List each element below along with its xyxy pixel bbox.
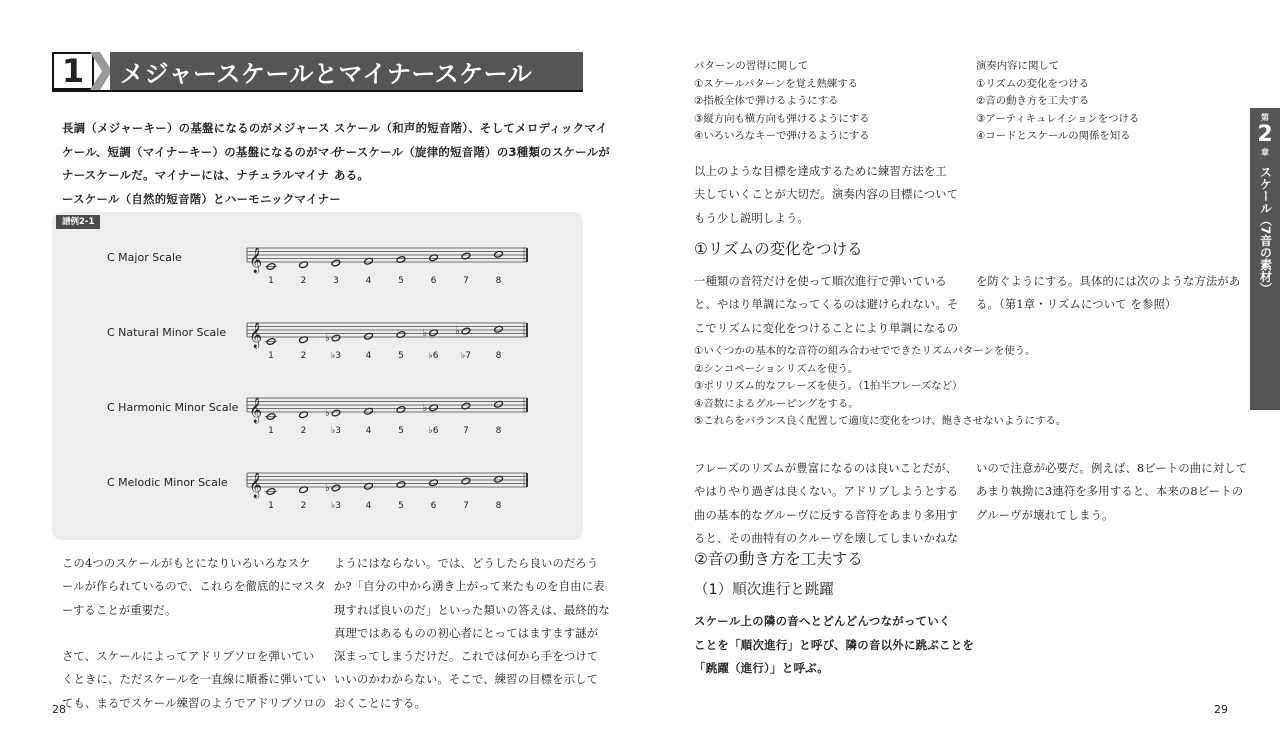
text-line: ことを「順次進行」と呼び、隣の音以外に跳ぶことを bbox=[694, 637, 975, 652]
intro-column-2 bbox=[334, 117, 611, 188]
text-line: 長調（メジャーキー）の基盤になるのがメジャース bbox=[62, 121, 330, 135]
chapter-suffix: 章 bbox=[1261, 148, 1269, 157]
text-line: 深まってしまうだけだ。これでは何から手をつけて bbox=[334, 650, 599, 664]
text-line: くときに、ただスケールを一直線に順番に弾いてい bbox=[62, 673, 327, 687]
treble-clef-icon: 𝄞 bbox=[249, 323, 263, 348]
subsection-heading: （1）順次進行と跳躍 bbox=[694, 582, 834, 598]
text-line: スケール上の隣の音へとどんどんつながっていく bbox=[694, 614, 951, 628]
text-line: グルーヴが壊れてしまう。 bbox=[976, 508, 1114, 522]
stepwise-paragraph bbox=[694, 610, 975, 681]
performance-list bbox=[976, 58, 1236, 146]
chapter-tab bbox=[1250, 108, 1280, 410]
chapter-title bbox=[1250, 166, 1280, 298]
text-line: いいのかわからない。そこで、練習の目標を示して bbox=[334, 673, 599, 687]
degree-label: 6 bbox=[430, 276, 437, 286]
section-number: 1 bbox=[52, 52, 94, 90]
text-line: と、やはり単調になってくるのは避けられない。そ bbox=[694, 298, 959, 312]
text-line: ようにはならない。では、どうしたら良いのだろう bbox=[334, 557, 599, 570]
text-line: 現すれば良いのだ」といった類いの答えは、最終的な bbox=[334, 603, 610, 617]
text-line: あまり執拗に3連符を多用すると、本来の8ビートの bbox=[976, 485, 1244, 499]
text-line: 一種類の音符だけを使って順次進行で弾いている bbox=[694, 275, 947, 288]
degree-label: 2 bbox=[300, 426, 307, 436]
degree-label: 1 bbox=[268, 351, 274, 361]
flat-icon: ♭ bbox=[422, 402, 428, 414]
degree-label: 1 bbox=[268, 501, 274, 511]
list-item: ③ポリリズム的なフレーズを使う。（1拍半フレーズなど） bbox=[694, 380, 963, 392]
intro-column-1 bbox=[62, 117, 342, 211]
text-line: ナースケールだ。マイナーには、ナチュラルマイナ bbox=[62, 168, 329, 182]
flat-icon: ♭ bbox=[325, 408, 330, 419]
text-line: ケール、短調（マイナーキー）の基盤になるのがマイ bbox=[62, 144, 341, 159]
text-line: ースケール（自然的短音階）とハーモニックマイナー bbox=[62, 191, 342, 206]
list-item: ⑤これらをバランス良く配置して適度に変化をつけ、飽きさせないようにする。 bbox=[694, 415, 1067, 427]
list-item: ③アーティキュレイションをつける bbox=[976, 112, 1140, 125]
text-line: もう少し説明しよう。 bbox=[694, 211, 809, 225]
text-line: ーすることが重要だ。 bbox=[62, 603, 177, 617]
list-item: ④音数によるグルーピングをする。 bbox=[694, 397, 859, 410]
degree-label: 4 bbox=[365, 426, 372, 436]
list-item: ①リズムの変化をつける bbox=[976, 77, 1090, 90]
flat-icon: ♭ bbox=[422, 327, 428, 339]
degree-label: 7 bbox=[463, 276, 469, 286]
list-item: ②音の動き方を工夫する bbox=[976, 95, 1090, 107]
scale-name: C Natural Minor Scale bbox=[107, 326, 227, 339]
flat-icon: ♭ bbox=[455, 326, 460, 337]
list-item: ④いろいろなキーで弾けるようにする bbox=[694, 130, 870, 142]
degree-label: 7 bbox=[463, 501, 469, 511]
chapter-title-text: スケール（7音の素材） bbox=[1258, 166, 1273, 295]
text-line: 「跳躍（進行）」と呼ぶ。 bbox=[694, 661, 829, 675]
degree-label: 4 bbox=[365, 276, 372, 286]
note-head bbox=[331, 259, 341, 267]
section-title: メジャースケールとマイナースケール bbox=[120, 59, 533, 88]
degree-label: 7 bbox=[463, 426, 469, 436]
degree-label: 5 bbox=[398, 351, 404, 361]
text-line: この4つのスケールがもとになりいろいろなスケ bbox=[62, 557, 311, 570]
text-line: ると、その曲特有のクルーヴを壊してしまいかねな bbox=[694, 531, 959, 545]
degree-label: ♭7 bbox=[461, 351, 471, 361]
groove-column-2 bbox=[976, 457, 1248, 527]
text-line: スケール（和声的短音階）、そしてメロディックマイ bbox=[334, 121, 608, 135]
staff-notation bbox=[52, 212, 583, 540]
degree-label: 2 bbox=[300, 351, 307, 361]
treble-clef-icon: 𝄞 bbox=[249, 473, 263, 498]
note-head bbox=[331, 409, 341, 417]
rhythm-column-2 bbox=[976, 270, 1241, 317]
page-number-right: 29 bbox=[1214, 703, 1228, 716]
degree-label: 8 bbox=[495, 426, 502, 436]
title-underline bbox=[52, 90, 583, 92]
text-line bbox=[62, 622, 312, 645]
groove-column-1 bbox=[694, 457, 959, 550]
degree-label: ♭6 bbox=[428, 426, 439, 436]
degree-label: ♭6 bbox=[428, 351, 439, 361]
section-heading-motion: ②音の動き方を工夫する bbox=[694, 550, 863, 568]
list-item: ②指板全体で弾けるようにする bbox=[694, 95, 839, 107]
treble-clef-icon: 𝄞 bbox=[249, 248, 263, 273]
text-line: ールが作られているので、これらを徹底的にマスタ bbox=[62, 580, 326, 594]
degree-label: 2 bbox=[300, 501, 307, 511]
text-line: 真理ではあるものの初心者にとってはますます謎が bbox=[334, 626, 599, 640]
treble-clef-icon: 𝄞 bbox=[249, 398, 263, 423]
text-line: 以上のような目標を達成するために練習方法を工 bbox=[694, 165, 947, 178]
text-line: やはりやり過ぎは良くない。アドリブしようとする bbox=[694, 485, 959, 499]
section-heading-rhythm: ①リズムの変化をつける bbox=[694, 240, 863, 258]
flat-icon: ♭ bbox=[325, 483, 330, 494]
degree-label: 4 bbox=[365, 351, 372, 361]
degree-label: ♭3 bbox=[331, 351, 341, 361]
list-item: ①スケールパターンを覚え熟練する bbox=[694, 77, 859, 90]
body-column-1 bbox=[62, 552, 327, 715]
text-line: ナースケール（旋律的短音階）の3種類のスケールが bbox=[334, 144, 611, 159]
page-number-left: 28 bbox=[52, 703, 66, 716]
title-band bbox=[110, 52, 583, 90]
degree-label: 8 bbox=[495, 276, 502, 286]
text-line: おくことにする。 bbox=[334, 696, 426, 710]
scale-name: C Melodic Minor Scale bbox=[107, 476, 228, 489]
chapter-section-title bbox=[52, 52, 583, 90]
pattern-list-heading: パターンの習得に関して bbox=[694, 60, 809, 72]
text-line: いので注意が必要だ。例えば、8ビートの曲に対して bbox=[976, 462, 1248, 475]
figure-tag: 譜例2-1 bbox=[56, 215, 100, 229]
degree-label: 5 bbox=[398, 276, 404, 286]
degree-label: 8 bbox=[495, 351, 502, 361]
degree-label: 1 bbox=[268, 426, 274, 436]
degree-label: ♭3 bbox=[331, 426, 341, 436]
text-line: さて、スケールによってアドリブソロを弾いてい bbox=[62, 650, 315, 664]
degree-label: ♭3 bbox=[331, 501, 341, 511]
degree-label: 5 bbox=[398, 501, 404, 511]
rhythm-methods-list bbox=[694, 343, 1234, 431]
list-item: ④コードとスケールの関係を知る bbox=[976, 130, 1131, 142]
scale-name: C Harmonic Minor Scale bbox=[107, 401, 239, 414]
text-line: を防ぐようにする。具体的には次のような方法があ bbox=[976, 275, 1241, 288]
goal-paragraph bbox=[694, 160, 959, 230]
text-line: 曲の基本的なグルーヴに反する音符をあまり多用す bbox=[694, 508, 959, 522]
rhythm-column-1 bbox=[694, 270, 959, 340]
flat-icon: ♭ bbox=[325, 333, 330, 344]
chapter-number: 2 bbox=[1257, 122, 1273, 147]
text-line: ても、まるでスケール練習のようでアドリブソロの bbox=[62, 696, 327, 710]
text-line: 夫していくことが大切だ。演奏内容の目標について bbox=[694, 188, 959, 202]
body-column-2 bbox=[334, 552, 610, 715]
degree-label: 2 bbox=[300, 276, 307, 286]
text-line: フレーズのリズムが豊富になるのは良いことだが、 bbox=[694, 462, 958, 475]
degree-label: 6 bbox=[430, 501, 437, 511]
degree-label: 4 bbox=[365, 501, 372, 511]
list-item: ③縦方向も横方向も弾けるようにする bbox=[694, 112, 870, 125]
list-item: ②シンコペーションリズムを使う。 bbox=[694, 362, 859, 375]
degree-label: 1 bbox=[268, 276, 274, 286]
text-line: ある。 bbox=[334, 168, 370, 182]
text-line: こでリズムに変化をつけることにより単調になるの bbox=[694, 321, 959, 335]
scale-name: C Major Scale bbox=[107, 251, 182, 264]
text-line: る。（第1章・リズムについて を参照） bbox=[976, 298, 1177, 312]
degree-label: 3 bbox=[333, 276, 339, 286]
performance-list-heading: 演奏内容に関して bbox=[976, 60, 1060, 72]
chapter-prefix: 第 bbox=[1261, 113, 1269, 122]
note-head bbox=[331, 334, 341, 342]
degree-label: 8 bbox=[495, 501, 502, 511]
pattern-list bbox=[694, 58, 954, 146]
list-item: ①いくつかの基本的な音符の組み合わせでできたリズムパターンを使う。 bbox=[694, 345, 1036, 357]
degree-label: 5 bbox=[398, 426, 404, 436]
text-line: か?「自分の中から湧き上がって来たものを自由に表 bbox=[334, 580, 605, 594]
note-head bbox=[331, 484, 341, 492]
